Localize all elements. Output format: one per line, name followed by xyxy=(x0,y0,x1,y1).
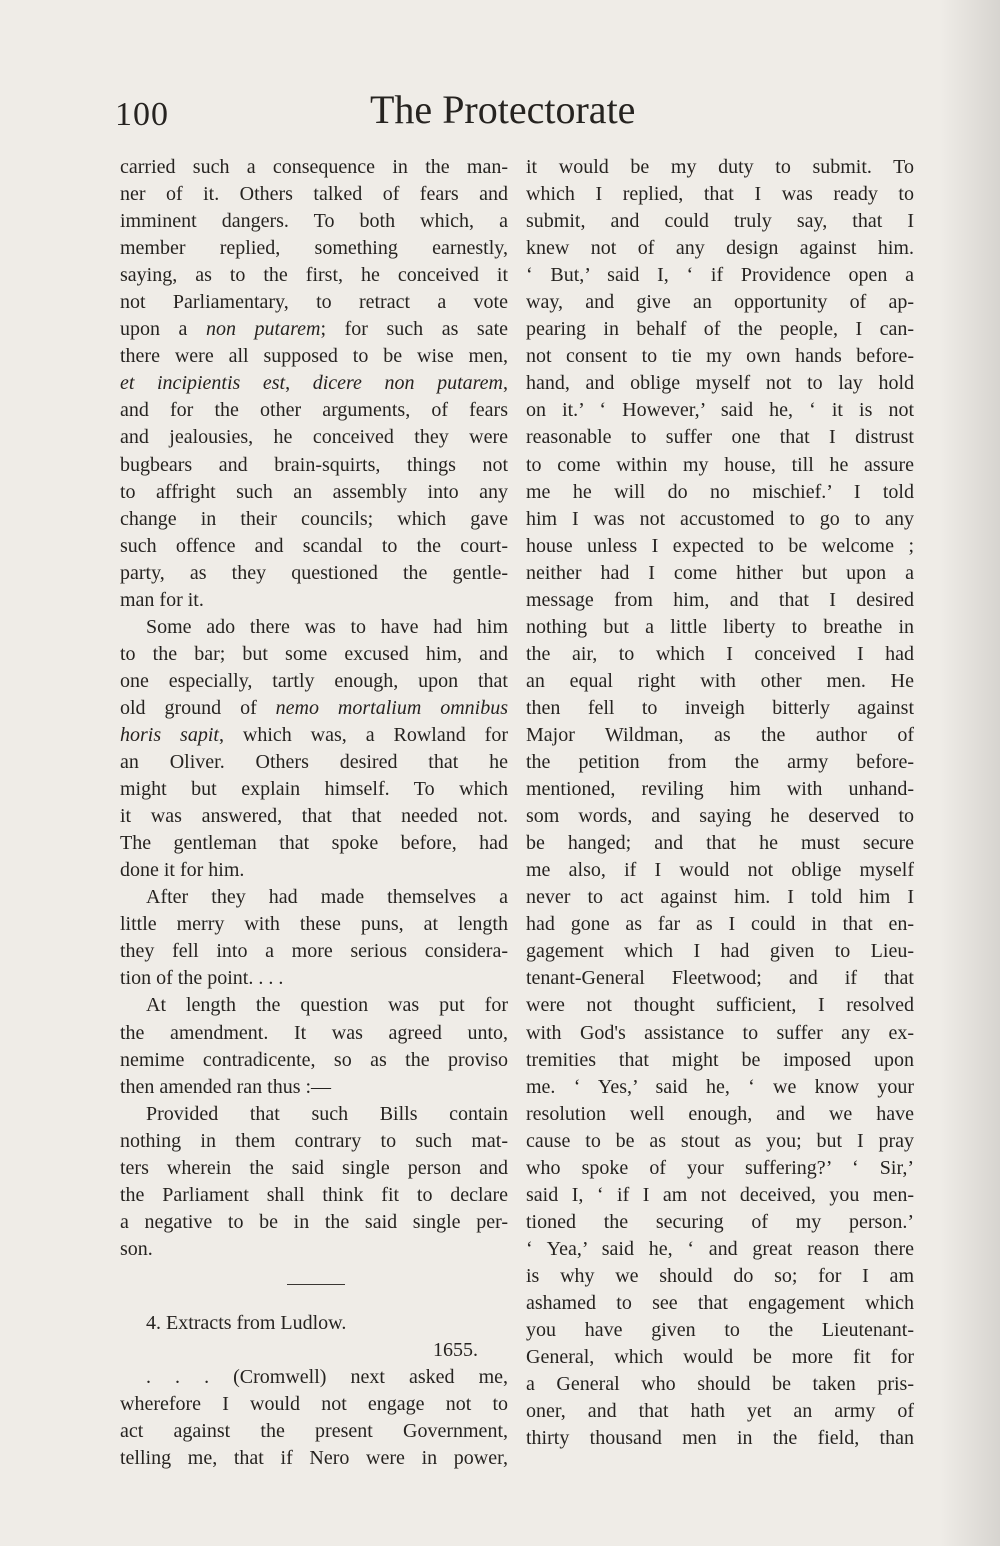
text-line: message from him, and that I desired xyxy=(526,588,914,611)
text-line: with God's assistance to suffer any ex- xyxy=(526,1021,914,1044)
text-line: the amendment. It was agreed unto, xyxy=(120,1021,508,1044)
text-line: The gentleman that spoke before, had xyxy=(120,832,508,855)
text-line: telling me, that if Nero were in power, xyxy=(120,1447,508,1470)
text-line: me also, if I would not oblige myself xyxy=(526,859,914,882)
right-column xyxy=(526,154,914,1452)
text-line: done it for him. xyxy=(120,859,245,882)
text-line: it would be my duty to submit. To xyxy=(526,156,914,178)
right-column-text xyxy=(526,154,914,1452)
text-line: resolution well enough, and we have xyxy=(526,1102,914,1125)
text-line: they fell into a more serious considera- xyxy=(120,940,508,963)
text-line: one especially, tartly enough, upon that xyxy=(120,669,508,692)
text-line: cause to be as stout as you; but I pray xyxy=(526,1129,914,1152)
text-line: man for it. xyxy=(120,588,204,611)
text-line: tion of the point. . . . xyxy=(120,967,284,990)
text-line: an equal right with other men. He xyxy=(526,669,914,692)
text-line: upon a non putarem; for such as sate xyxy=(120,318,508,341)
text-line: carried such a consequence in the man- xyxy=(120,156,508,178)
text-line: a General who should be taken pris- xyxy=(526,1373,914,1396)
text-line: on it.’ ‘ However,’ said he, ‘ it is not xyxy=(526,399,914,422)
text-line: nemime contradicente, so as the proviso xyxy=(120,1048,508,1071)
text-line: nothing but a little liberty to breathe in xyxy=(526,615,914,638)
left-column-section-text xyxy=(120,1310,508,1472)
text-line: a negative to be in the said single per- xyxy=(120,1210,508,1233)
text-line: Major Wildman, as the author of xyxy=(526,723,914,746)
text-line: change in their councils; which gave xyxy=(120,507,508,530)
text-line: knew not of any design against him. xyxy=(526,237,914,260)
text-line: not Parliamentary, to retract a vote xyxy=(120,291,508,314)
text-line: member replied, something earnestly, xyxy=(120,237,508,260)
text-line: nothing in them contrary to such mat- xyxy=(120,1129,508,1152)
text-line: submit, and could truly say, that I xyxy=(526,210,914,233)
text-line: it was answered, that that needed not. xyxy=(120,805,508,828)
text-line: be hanged; and that he must secure xyxy=(526,832,914,855)
text-line: hand, and oblige myself not to lay hold xyxy=(526,372,914,395)
text-line: to the bar; but some excused him, and xyxy=(120,642,508,665)
text-line: the Parliament shall think fit to declare xyxy=(120,1183,508,1206)
text-line: the air, to which I conceived I had xyxy=(526,642,914,665)
text-line: ‘ Yea,’ said he, ‘ and great reason there xyxy=(526,1237,914,1260)
text-line: et incipientis est, dicere non putarem, xyxy=(120,372,508,395)
text-line: wherefore I would not engage not to xyxy=(120,1393,508,1416)
text-line: and for the other arguments, of fears xyxy=(120,399,508,422)
section-divider xyxy=(287,1284,345,1285)
text-line: me he will do no mischief.’ I told xyxy=(526,480,914,503)
text-line: Provided that such Bills contain xyxy=(146,1102,508,1125)
text-line: had gone as far as I could in that en- xyxy=(526,913,914,936)
text-line: not consent to tie my own hands before- xyxy=(526,345,914,368)
text-line: ashamed to see that engagement which xyxy=(526,1291,914,1314)
text-line: Some ado there was to have had him xyxy=(146,615,508,638)
text-line: oner, and that hath yet an army of xyxy=(526,1400,914,1423)
text-line: to come within my house, till he assure xyxy=(526,453,914,476)
text-line: party, as they questioned the gentle- xyxy=(120,561,508,584)
text-line: son. xyxy=(120,1237,153,1260)
text-line: were not thought sufficient, I resolved xyxy=(526,994,914,1017)
text-line: you have given to the Lieutenant- xyxy=(526,1319,914,1342)
text-line: 4. Extracts from Ludlow. xyxy=(146,1311,347,1334)
text-line: tenant-General Fleetwood; and if that xyxy=(526,967,914,990)
text-line: house unless I expected to be welcome ; xyxy=(526,534,914,557)
text-line: General, which would be more fit for xyxy=(526,1346,914,1369)
text-line: . . . (Cromwell) next asked me, xyxy=(146,1366,508,1389)
text-line: which I replied, that I was ready to xyxy=(526,183,914,206)
text-line: an Oliver. Others desired that he xyxy=(120,751,508,774)
left-column xyxy=(120,154,508,1472)
text-line: imminent dangers. To both which, a xyxy=(120,210,508,233)
text-line: ner of it. Others talked of fears and xyxy=(120,183,508,206)
text-line: the petition from the army before- xyxy=(526,751,914,774)
text-line: act against the present Government, xyxy=(120,1420,508,1443)
text-line: said I, ‘ if I am not deceived, you men- xyxy=(526,1183,914,1206)
text-line: tremities that might be imposed upon xyxy=(526,1048,914,1071)
text-line: me. ‘ Yes,’ said he, ‘ we know your xyxy=(526,1075,914,1098)
text-line: there were all supposed to be wise men, xyxy=(120,345,508,368)
text-line: might but explain himself. To which xyxy=(120,778,508,801)
text-line: bugbears and brain-squirts, things not xyxy=(120,453,508,476)
text-line: 1655. xyxy=(433,1338,478,1361)
text-line: neither had I come hither but upon a xyxy=(526,561,914,584)
page-edge-shadow xyxy=(940,0,1000,1546)
text-line: gagement which I had given to Lieu- xyxy=(526,940,914,963)
text-line: way, and give an opportunity of ap- xyxy=(526,291,914,314)
text-line: who spoke of your suffering?’ ‘ Sir,’ xyxy=(526,1156,914,1179)
text-line: such offence and scandal to the court- xyxy=(120,534,508,557)
left-column-text xyxy=(120,154,508,1263)
text-line: never to act against him. I told him I xyxy=(526,886,914,909)
text-line: to affright such an assembly into any xyxy=(120,480,508,503)
text-line: ters wherein the said single person and xyxy=(120,1156,508,1179)
text-line: After they had made themselves a xyxy=(146,886,508,909)
text-line: reasonable to suffer one that I distrust xyxy=(526,426,914,449)
text-line: horis sapit, which was, a Rowland for xyxy=(120,723,508,746)
text-line: saying, as to the first, he conceived it xyxy=(120,264,508,287)
text-line: then amended ran thus :— xyxy=(120,1075,332,1098)
text-line: ‘ But,’ said I, ‘ if Providence open a xyxy=(526,264,914,287)
running-title: The Protectorate xyxy=(370,87,636,132)
text-line: som words, and saying he deserved to xyxy=(526,805,914,828)
text-line: At length the question was put for xyxy=(146,994,508,1017)
text-line: and jealousies, he conceived they were xyxy=(120,426,508,449)
text-line: old ground of nemo mortalium omnibus xyxy=(120,696,508,719)
page-number: 100 xyxy=(115,96,169,133)
text-line: him I was not accustomed to go to any xyxy=(526,507,914,530)
text-line: little merry with these puns, at length xyxy=(120,913,508,936)
text-line: thirty thousand men in the field, than xyxy=(526,1427,914,1450)
text-line: pearing in behalf of the people, I can- xyxy=(526,318,914,341)
text-line: tioned the securing of my person.’ xyxy=(526,1210,914,1233)
text-line: then fell to inveigh bitterly against xyxy=(526,696,914,719)
text-line: is why we should do so; for I am xyxy=(526,1264,914,1287)
text-line: mentioned, reviling him with unhand- xyxy=(526,778,914,801)
